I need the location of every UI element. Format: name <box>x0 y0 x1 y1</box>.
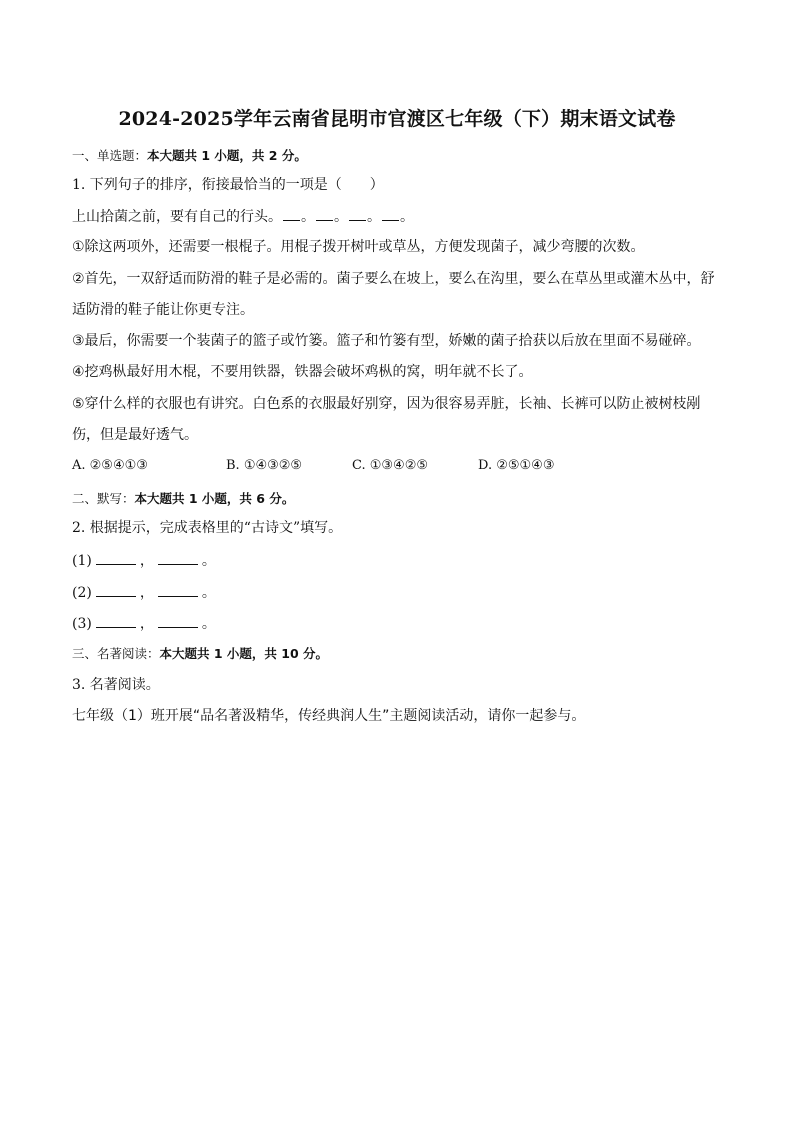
question-3-stem: 3. 名著阅读。 <box>72 677 160 693</box>
blank-sep: 。 <box>400 209 414 225</box>
fill-blank[interactable] <box>96 613 136 628</box>
section-2-header <box>72 489 294 509</box>
fill-blank[interactable] <box>96 582 136 597</box>
option-a[interactable]: A. ②⑤④①③ <box>72 458 148 473</box>
section-3-prefix: 三、名著阅读： <box>72 646 160 661</box>
fill-blank[interactable] <box>158 582 198 597</box>
question-1-stem: 1. 下列句子的排序，衔接最恰当的一项是（ ） <box>72 177 384 193</box>
lead-text: 上山拾菌之前，要有自己的行头。 <box>72 209 282 225</box>
fill-blank[interactable] <box>158 550 198 565</box>
question-2-stem: 2. 根据提示，完成表格里的“古诗文”填写。 <box>72 520 343 536</box>
blank-sep: 。 <box>334 209 348 225</box>
sentence-4: ④挖鸡枞最好用木棍，不要用铁器，铁器会破坏鸡枞的窝，明年就不长了。 <box>72 364 533 380</box>
fill-blank[interactable] <box>158 613 198 628</box>
period: 。 <box>201 585 216 601</box>
page-title: 2024-2025学年云南省昆明市官渡区七年级（下）期末语文试卷 <box>118 108 676 130</box>
section-2-prefix: 二、默写： <box>72 491 135 506</box>
question-1-lead <box>72 206 414 227</box>
answer-blank[interactable] <box>349 206 366 221</box>
section-1-header <box>72 146 307 166</box>
blank-sep: 。 <box>367 209 381 225</box>
option-c[interactable]: C. ①③④②⑤ <box>352 458 429 473</box>
answer-blank[interactable] <box>283 206 300 221</box>
period: 。 <box>201 553 216 569</box>
section-1-prefix: 一、单选题： <box>72 148 148 163</box>
sentence-2-line-1: ②首先，一双舒适而防滑的鞋子是必需的。菌子要么在坡上，要么在沟里，要么在草丛里或灌木丛中，舒 <box>72 271 715 287</box>
option-b[interactable]: B. ①④③②⑤ <box>226 458 303 473</box>
fill-item-1 <box>72 550 216 571</box>
comma: ， <box>139 616 154 632</box>
sentence-5-line-1: ⑤穿什么样的衣服也有讲究。白色系的衣服最好别穿，因为很容易弄脏，长袖、长裤可以防止被树枝剐 <box>72 396 701 412</box>
fill-blank[interactable] <box>96 550 136 565</box>
option-d[interactable]: D. ②⑤①④③ <box>478 458 555 473</box>
fill-item-number: (3) <box>72 616 92 632</box>
fill-item-2 <box>72 582 216 603</box>
section-2-desc: 本大题共 1 小题，共 6 分。 <box>134 491 295 506</box>
section-3-desc: 本大题共 1 小题，共 10 分。 <box>159 646 329 661</box>
sentence-5-line-2: 伤，但是最好透气。 <box>72 427 198 443</box>
fill-item-3 <box>72 613 216 634</box>
comma: ， <box>139 585 154 601</box>
fill-item-number: (2) <box>72 585 92 601</box>
sentence-3: ③最后，你需要一个装菌子的篮子或竹篓。篮子和竹篓有型，娇嫩的菌子拾获以后放在里面不易碰碎。 <box>72 333 701 349</box>
blank-sep: 。 <box>301 209 315 225</box>
fill-item-number: (1) <box>72 553 92 569</box>
answer-blank[interactable] <box>316 206 333 221</box>
answer-blank[interactable] <box>382 206 399 221</box>
comma: ， <box>139 553 154 569</box>
section-3-header <box>72 644 328 664</box>
sentence-2-line-2: 适防滑的鞋子能让你更专注。 <box>72 302 254 318</box>
sentence-1: ①除这两项外，还需要一根棍子。用棍子拨开树叶或草丛，方便发现菌子，减少弯腰的次数。 <box>72 239 645 255</box>
section-1-desc: 本大题共 1 小题，共 2 分。 <box>147 148 307 163</box>
question-3-text: 七年级（1）班开展“品名著汲精华，传经典润人生”主题阅读活动，请你一起参与。 <box>72 708 586 724</box>
period: 。 <box>201 616 216 632</box>
